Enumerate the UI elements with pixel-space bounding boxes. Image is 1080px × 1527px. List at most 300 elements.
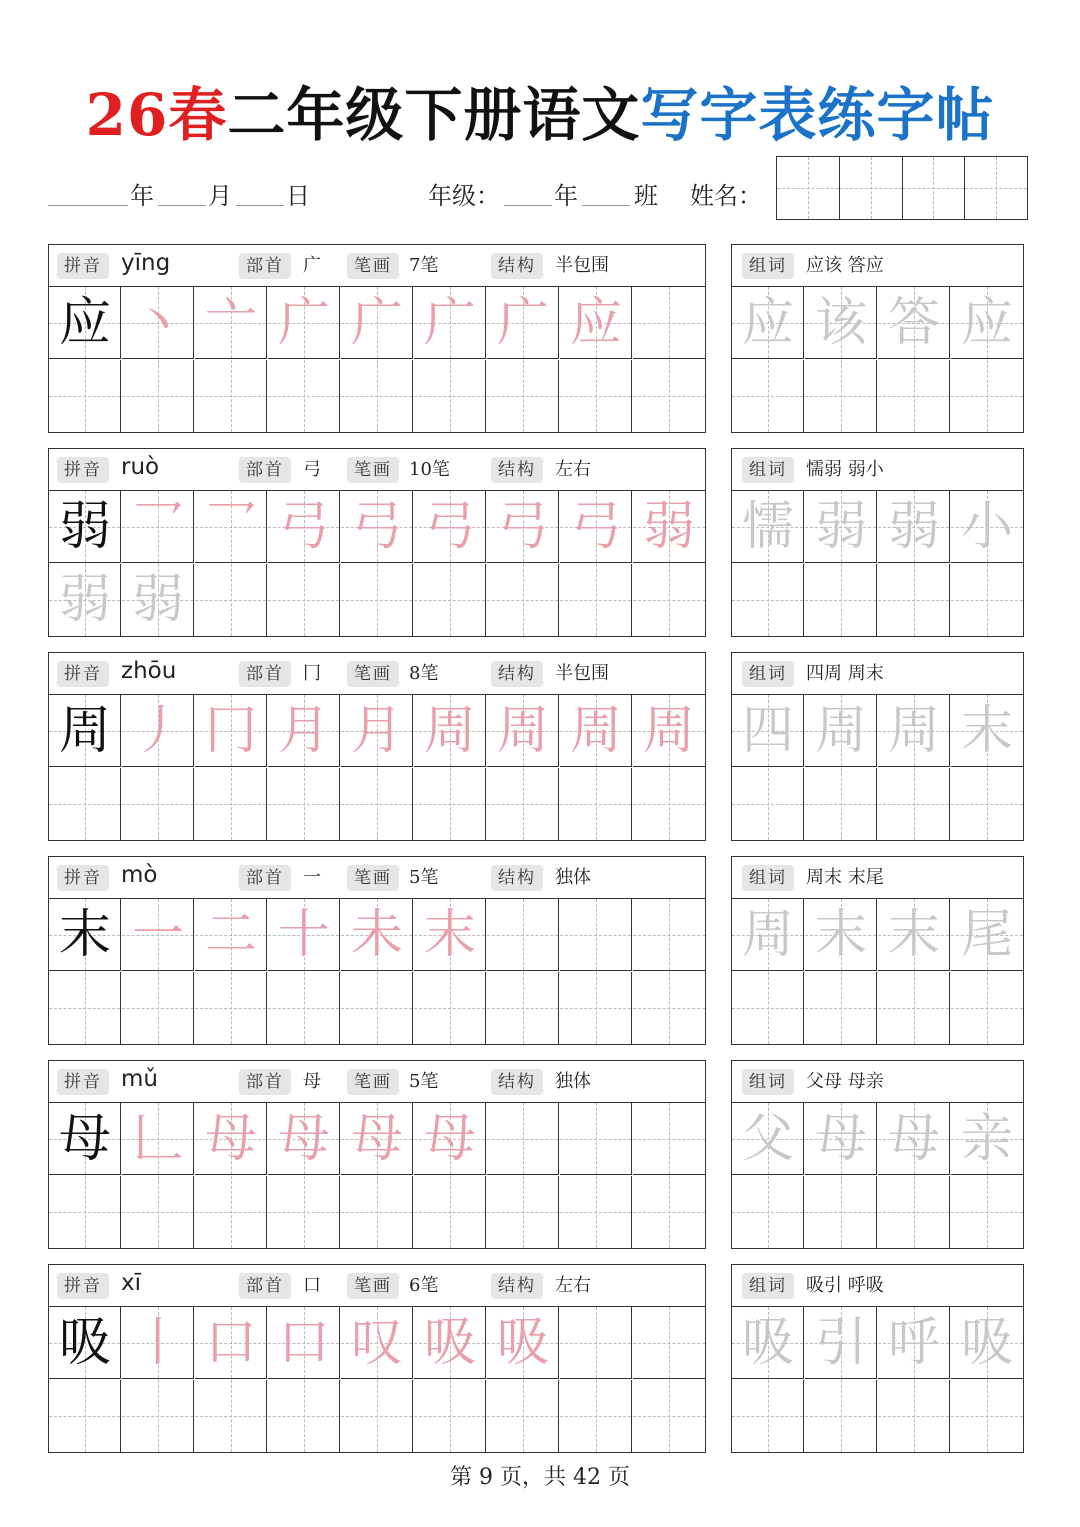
writing-cell[interactable] [341,287,413,359]
writing-cell[interactable] [560,1176,632,1248]
writing-cell[interactable] [414,1307,486,1379]
word-writing-cell[interactable] [805,1176,877,1248]
radical-value: 弓 [303,459,321,480]
writing-cell[interactable] [122,1380,194,1452]
words-value: 懦弱 弱小 [806,459,884,480]
char-header [49,1061,705,1103]
word-writing-cell[interactable] [805,899,877,971]
writing-cell[interactable] [195,695,267,767]
stroke-order-step: 母 [423,1109,476,1169]
month-blank[interactable] [158,205,206,206]
strokes-value: 6笔 [409,1275,439,1296]
words-panel [731,652,1024,841]
writing-cell[interactable] [560,695,632,767]
writing-cell[interactable] [414,287,486,359]
char-main-panel [48,244,706,433]
word-writing-cell[interactable] [805,1380,877,1452]
name-cell[interactable] [965,157,1027,219]
word-writing-cell[interactable] [951,768,1023,840]
word-trace-character: 末 [960,701,1013,761]
writing-cell[interactable] [122,1176,194,1248]
words-value: 四周 周末 [806,663,884,684]
writing-cell[interactable] [487,695,559,767]
strokes-value: 5笔 [409,867,439,888]
stroke-order-step: 弓 [350,497,403,557]
writing-cell[interactable] [560,287,632,359]
writing-cell[interactable] [414,1176,486,1248]
stroke-order-step: 周 [423,701,476,761]
writing-cell[interactable] [633,1103,705,1175]
radical-tag: 部首 [239,1069,291,1095]
strokes-tag: 笔画 [347,253,399,279]
structure-value: 独体 [555,1071,591,1092]
stroke-order-step: 丿 [131,701,184,761]
grade-year-blank[interactable] [504,205,552,206]
word-writing-cell[interactable] [878,360,950,432]
stroke-order-step: 母 [277,1109,330,1169]
words-tag: 组词 [742,865,794,891]
char-main-panel [48,856,706,1045]
writing-cell[interactable] [341,564,413,636]
writing-cell[interactable] [49,1380,121,1452]
word-writing-cell[interactable] [732,1103,804,1175]
word-writing-cell[interactable] [878,491,950,563]
word-trace-character: 引 [814,1313,867,1373]
model-character: 应 [58,293,111,353]
word-writing-cell[interactable] [878,564,950,636]
radical-tag: 部首 [239,1273,291,1299]
writing-cell[interactable] [633,1307,705,1379]
word-writing-cell[interactable] [878,768,950,840]
word-trace-character: 弱 [814,497,867,557]
writing-cell[interactable] [414,1103,486,1175]
words-tag: 组词 [742,457,794,483]
stroke-order-step: 𠃊 [131,1109,184,1169]
structure-tag: 结构 [491,1069,543,1095]
word-trace-character: 周 [814,701,867,761]
writing-cell[interactable] [633,287,705,359]
radical-value: 母 [303,1071,321,1092]
char-header [49,653,705,695]
word-writing-cell[interactable] [805,972,877,1044]
words-header [732,653,1023,695]
pinyin-tag: 拼音 [57,457,109,483]
writing-cell[interactable] [122,972,194,1044]
char-block-4 [48,1060,1024,1249]
word-writing-cell[interactable] [805,564,877,636]
writing-cell[interactable] [414,695,486,767]
word-writing-cell[interactable] [951,899,1023,971]
stroke-order-step: 弓 [277,497,330,557]
writing-cell[interactable] [560,491,632,563]
writing-cell[interactable] [195,972,267,1044]
writing-cell[interactable] [195,491,267,563]
pinyin-value: ruò [121,454,160,480]
char-main-panel [48,1264,706,1453]
char-block-3 [48,856,1024,1045]
word-writing-cell[interactable] [878,287,950,359]
writing-cell[interactable] [341,1176,413,1248]
writing-cell[interactable] [49,287,121,359]
word-writing-cell[interactable] [732,360,804,432]
writing-cell[interactable] [122,1307,194,1379]
word-trace-character: 应 [960,293,1013,353]
word-writing-cell[interactable] [951,360,1023,432]
writing-cell[interactable] [633,564,705,636]
stroke-order-step: 弓 [569,497,622,557]
word-trace-character: 周 [887,701,940,761]
writing-cell[interactable] [560,768,632,840]
writing-cell[interactable] [341,1307,413,1379]
writing-cell[interactable] [560,899,632,971]
radical-tag: 部首 [239,253,291,279]
strokes-tag: 笔画 [347,1069,399,1095]
writing-cell[interactable] [487,360,559,432]
structure-value: 左右 [555,1275,591,1296]
writing-cell[interactable] [341,899,413,971]
title-part-blue: 写字表练字帖 [640,81,995,149]
writing-cell[interactable] [341,1380,413,1452]
writing-cell[interactable] [122,564,194,636]
words-tag: 组词 [742,1273,794,1299]
year-blank[interactable] [48,205,128,206]
writing-cell[interactable] [195,287,267,359]
words-header [732,1061,1023,1103]
writing-cell[interactable] [268,360,340,432]
writing-cell[interactable] [487,1176,559,1248]
word-trace-character: 尾 [960,905,1013,965]
pinyin-tag: 拼音 [57,1273,109,1299]
writing-cell[interactable] [633,491,705,563]
word-trace-character: 吸 [960,1313,1013,1373]
writing-cell[interactable] [49,1307,121,1379]
word-trace-character: 小 [960,497,1013,557]
word-writing-cell[interactable] [732,695,804,767]
writing-cell[interactable] [487,1307,559,1379]
word-writing-cell[interactable] [805,360,877,432]
name-cell[interactable] [840,157,903,219]
strokes-tag: 笔画 [347,457,399,483]
writing-cell[interactable] [49,491,121,563]
words-panel [731,1060,1024,1249]
word-trace-character: 答 [887,293,940,353]
pinyin-value: xī [121,1270,142,1296]
stroke-order-step: 广 [496,293,549,353]
stroke-order-step: 丨 [131,1313,184,1373]
writing-cell[interactable] [268,564,340,636]
writing-cell[interactable] [633,899,705,971]
pinyin-tag: 拼音 [57,1069,109,1095]
writing-cell[interactable] [633,1176,705,1248]
radical-value: 广 [303,255,321,276]
stroke-order-step: 吸 [496,1313,549,1373]
stroke-order-step: 口 [277,1313,330,1373]
stroke-order-step: 一 [131,905,184,965]
char-main-panel [48,1060,706,1249]
word-writing-cell[interactable] [951,491,1023,563]
writing-cell[interactable] [414,564,486,636]
radical-value: 一 [303,867,321,888]
stroke-order-step: 周 [496,701,549,761]
char-block-5 [48,1264,1024,1453]
name-writing-grid[interactable] [776,156,1028,220]
stroke-order-step: 十 [277,905,330,965]
word-writing-cell[interactable] [878,1307,950,1379]
writing-cell[interactable] [414,768,486,840]
writing-cell[interactable] [268,768,340,840]
word-writing-cell[interactable] [732,1307,804,1379]
word-writing-cell[interactable] [732,768,804,840]
writing-cell[interactable] [49,1176,121,1248]
writing-cell[interactable] [560,972,632,1044]
strokes-value: 7笔 [409,255,439,276]
name-cell[interactable] [903,157,966,219]
radical-tag: 部首 [239,865,291,891]
word-trace-character: 该 [814,293,867,353]
radical-tag: 部首 [239,661,291,687]
writing-cell[interactable] [560,1103,632,1175]
word-writing-cell[interactable] [951,1103,1023,1175]
structure-value: 独体 [555,867,591,888]
writing-cell[interactable] [195,1380,267,1452]
writing-cell[interactable] [268,899,340,971]
writing-cell[interactable] [49,1103,121,1175]
writing-cell[interactable] [49,899,121,971]
stroke-order-step: 乛 [204,497,257,557]
writing-cell[interactable] [49,768,121,840]
writing-cell[interactable] [487,768,559,840]
writing-cell[interactable] [341,695,413,767]
word-trace-character: 四 [741,701,794,761]
stroke-order-step: 冂 [204,701,257,761]
writing-cell[interactable] [122,899,194,971]
writing-cell[interactable] [414,899,486,971]
stroke-order-step: 叹 [350,1313,403,1373]
writing-cell[interactable] [487,1103,559,1175]
writing-cell[interactable] [414,1380,486,1452]
writing-cell[interactable] [414,491,486,563]
model-character: 末 [58,905,111,965]
writing-cell[interactable] [122,287,194,359]
pinyin-value: mǔ [121,1066,158,1092]
writing-cell[interactable] [487,1380,559,1452]
grade-year-label: 年 [554,182,578,210]
char-header [49,857,705,899]
word-writing-cell[interactable] [951,1307,1023,1379]
word-writing-cell[interactable] [878,899,950,971]
writing-cell[interactable] [122,491,194,563]
words-panel [731,244,1024,433]
radical-value: 冂 [303,663,321,684]
stroke-order-step: 月 [350,701,403,761]
word-writing-cell[interactable] [732,899,804,971]
year-label: 年 [130,182,154,210]
char-block-0 [48,244,1024,433]
writing-cell[interactable] [49,564,121,636]
stroke-order-step: 吸 [423,1313,476,1373]
word-writing-cell[interactable] [878,1176,950,1248]
words-header [732,1265,1023,1307]
word-trace-character: 母 [887,1109,940,1169]
word-trace-character: 呼 [887,1313,940,1373]
stroke-order-step: 周 [642,701,695,761]
word-writing-cell[interactable] [805,1307,877,1379]
writing-cell[interactable] [487,287,559,359]
writing-cell[interactable] [487,491,559,563]
pinyin-tag: 拼音 [57,253,109,279]
writing-cell[interactable] [633,1380,705,1452]
word-trace-character: 周 [741,905,794,965]
writing-cell[interactable] [341,1103,413,1175]
word-trace-character: 应 [741,293,794,353]
word-writing-cell[interactable] [732,1176,804,1248]
writing-cell[interactable] [268,491,340,563]
writing-cell[interactable] [560,360,632,432]
writing-cell[interactable] [49,972,121,1044]
stroke-order-step: 周 [569,701,622,761]
page-footer: 第 9 页，共 42 页 [450,1465,630,1490]
word-trace-character: 亲 [960,1109,1013,1169]
writing-cell[interactable] [49,360,121,432]
writing-cell[interactable] [560,564,632,636]
word-writing-cell[interactable] [878,695,950,767]
writing-cell[interactable] [122,360,194,432]
writing-cell[interactable] [341,360,413,432]
word-writing-cell[interactable] [878,1380,950,1452]
word-trace-character: 弱 [887,497,940,557]
writing-cell[interactable] [414,972,486,1044]
title-part-black: 二年级下册语文 [227,81,641,149]
word-trace-character: 母 [814,1109,867,1169]
writing-cell[interactable] [633,972,705,1044]
trace-character: 弱 [58,570,111,630]
writing-cell[interactable] [560,1307,632,1379]
writing-cell[interactable] [633,695,705,767]
word-writing-cell[interactable] [951,1380,1023,1452]
stroke-order-step: 乛 [131,497,184,557]
writing-cell[interactable] [122,695,194,767]
word-writing-cell[interactable] [805,287,877,359]
char-header [49,245,705,287]
title-part-red: 26春 [85,81,228,149]
writing-cell[interactable] [195,564,267,636]
writing-cell[interactable] [268,1176,340,1248]
writing-cell[interactable] [195,1176,267,1248]
word-writing-cell[interactable] [732,564,804,636]
writing-cell[interactable] [195,1103,267,1175]
word-writing-cell[interactable] [951,564,1023,636]
word-writing-cell[interactable] [732,1380,804,1452]
writing-cell[interactable] [268,1380,340,1452]
day-blank[interactable] [236,205,284,206]
writing-cell[interactable] [195,768,267,840]
stroke-order-step: 应 [569,293,622,353]
word-writing-cell[interactable] [732,287,804,359]
word-writing-cell[interactable] [951,1176,1023,1248]
structure-tag: 结构 [491,457,543,483]
writing-cell[interactable] [195,899,267,971]
strokes-tag: 笔画 [347,1273,399,1299]
words-panel [731,856,1024,1045]
writing-cell[interactable] [49,695,121,767]
writing-cell[interactable] [268,972,340,1044]
model-character: 弱 [58,497,111,557]
pinyin-tag: 拼音 [57,865,109,891]
words-panel [731,448,1024,637]
writing-cell[interactable] [195,1307,267,1379]
pinyin-tag: 拼音 [57,661,109,687]
word-writing-cell[interactable] [805,1103,877,1175]
word-trace-character: 末 [814,905,867,965]
word-writing-cell[interactable] [732,972,804,1044]
stroke-order-step: 丶 [131,293,184,353]
stroke-order-step: 二 [204,905,257,965]
writing-cell[interactable] [560,1380,632,1452]
stroke-order-step: 末 [423,905,476,965]
writing-cell[interactable] [341,768,413,840]
page-title [0,68,1080,152]
strokes-value: 5笔 [409,1071,439,1092]
word-writing-cell[interactable] [878,1103,950,1175]
word-writing-cell[interactable] [951,287,1023,359]
word-writing-cell[interactable] [951,972,1023,1044]
model-character: 母 [58,1109,111,1169]
writing-cell[interactable] [633,768,705,840]
writing-cell[interactable] [195,360,267,432]
name-cell[interactable] [777,157,840,219]
writing-cell[interactable] [268,1103,340,1175]
word-writing-cell[interactable] [805,768,877,840]
writing-cell[interactable] [487,564,559,636]
char-header [49,449,705,491]
words-value: 周末 末尾 [806,867,884,888]
writing-cell[interactable] [487,972,559,1044]
words-value: 吸引 呼吸 [806,1275,884,1296]
writing-cell[interactable] [268,695,340,767]
word-writing-cell[interactable] [805,695,877,767]
stroke-order-step: 弓 [423,497,476,557]
stroke-order-step: 口 [204,1313,257,1373]
grade-label: 年级： [428,182,500,210]
word-trace-character: 懦 [741,497,794,557]
trace-character: 弱 [131,570,184,630]
stroke-order-step: 月 [277,701,330,761]
words-header [732,449,1023,491]
char-main-panel [48,652,706,841]
writing-cell[interactable] [341,972,413,1044]
stroke-order-step: 弱 [642,497,695,557]
word-writing-cell[interactable] [732,491,804,563]
word-writing-cell[interactable] [878,972,950,1044]
strokes-tag: 笔画 [347,865,399,891]
structure-value: 半包围 [555,255,609,276]
writing-cell[interactable] [414,360,486,432]
writing-cell[interactable] [268,1307,340,1379]
structure-value: 半包围 [555,663,609,684]
words-tag: 组词 [742,1069,794,1095]
writing-cell[interactable] [268,287,340,359]
writing-cell[interactable] [341,491,413,563]
name-label: 姓名： [690,182,762,210]
grade-class-blank[interactable] [582,205,630,206]
writing-cell[interactable] [122,1103,194,1175]
writing-cell[interactable] [487,899,559,971]
writing-cell[interactable] [633,360,705,432]
date-line [48,176,768,216]
word-writing-cell[interactable] [805,491,877,563]
writing-cell[interactable] [122,768,194,840]
word-writing-cell[interactable] [951,695,1023,767]
